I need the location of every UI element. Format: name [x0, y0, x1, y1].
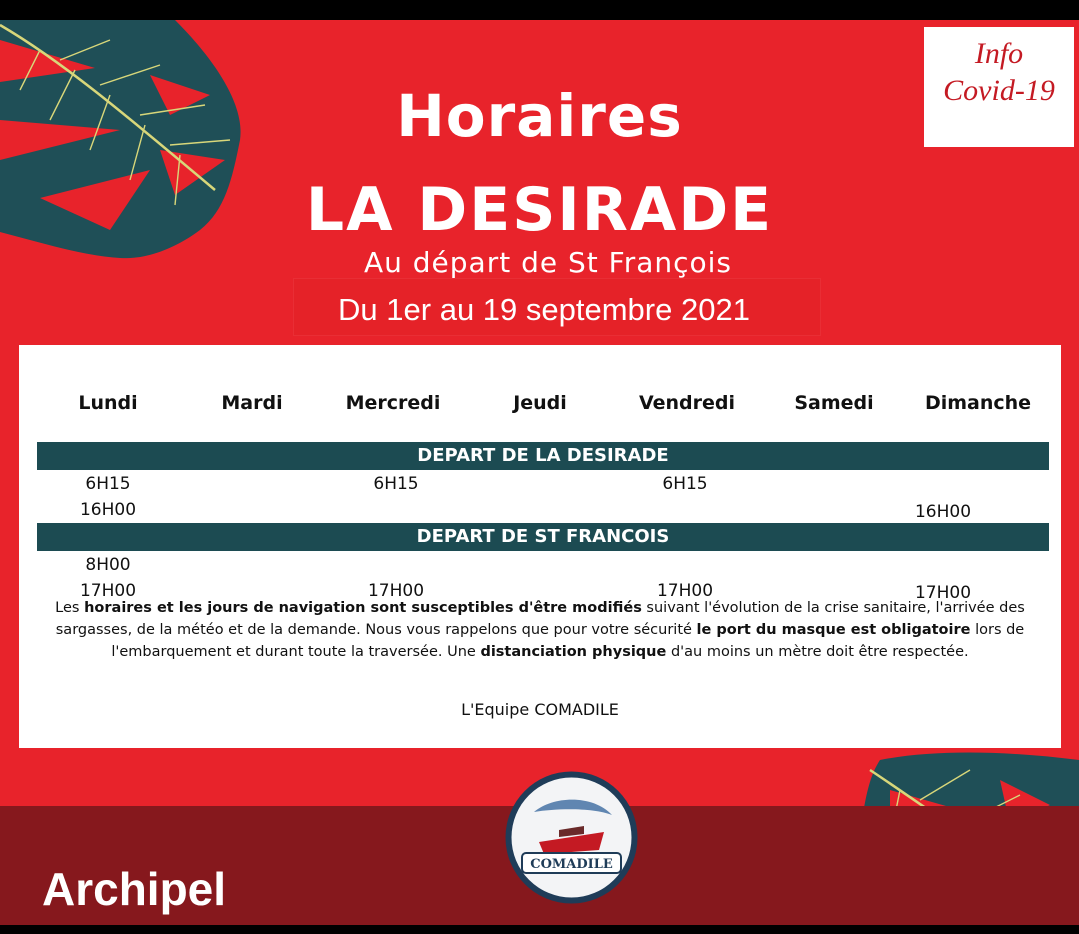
signature: L'Equipe COMADILE [461, 700, 619, 719]
time-cell: 8H00 [85, 555, 131, 575]
destination-title: LA DESIRADE [305, 175, 774, 245]
schedule-table [19, 345, 1061, 748]
logo-wordmark: COMADILE [530, 857, 613, 872]
time-cell: 17H00 [914, 583, 972, 603]
day-header-lundi: Lundi [78, 392, 138, 414]
time-cell: 17H00 [79, 581, 137, 601]
time-cell: 6H15 [85, 474, 131, 494]
covid-info-line1: Info [974, 37, 1024, 70]
time-cell: 17H00 [656, 581, 714, 601]
departure-subtitle: Au départ de St François [363, 246, 733, 279]
section-bar-desirade: DEPART DE LA DESIRADE [37, 442, 1049, 470]
dates-label: Du 1er au 19 septembre 2021 [338, 292, 750, 327]
time-cell: 6H15 [662, 474, 708, 494]
day-header-mardi: Mardi [221, 392, 283, 414]
poster-title: Horaires [396, 82, 683, 150]
comadile-logo [504, 770, 639, 905]
archipel-caption: Archipel [42, 863, 227, 915]
day-header-dimanche: Dimanche [924, 392, 1032, 414]
time-cell: 6H15 [373, 474, 419, 494]
covid-info-line2: Covid-19 [943, 74, 1055, 107]
day-header-jeudi: Jeudi [513, 392, 567, 414]
notice-text: Les horaires et les jours de navigation sont susceptibles d'être modifiés suivant l'évolution de la crise sanitaire, l'arrivée des sargasses, de la météo et de la demande. Nous vous rappelons que pour votre sécurité le port du masque est obligatoire lors de l'embarquement et durant toute la traversée. Une distanciation physique d'au moins un mètre doit être respectée. [55, 600, 1025, 660]
day-header-samedi: Samedi [794, 392, 874, 414]
time-cell: 16H00 [914, 502, 972, 522]
time-cell: 17H00 [367, 581, 425, 601]
day-header-vendredi: Vendredi [638, 392, 736, 414]
covid-info-text [924, 35, 1074, 109]
day-header-mercredi: Mercredi [345, 392, 441, 414]
section-bar-st-francois: DEPART DE ST FRANCOIS [37, 523, 1049, 551]
time-cell: 16H00 [79, 500, 137, 520]
